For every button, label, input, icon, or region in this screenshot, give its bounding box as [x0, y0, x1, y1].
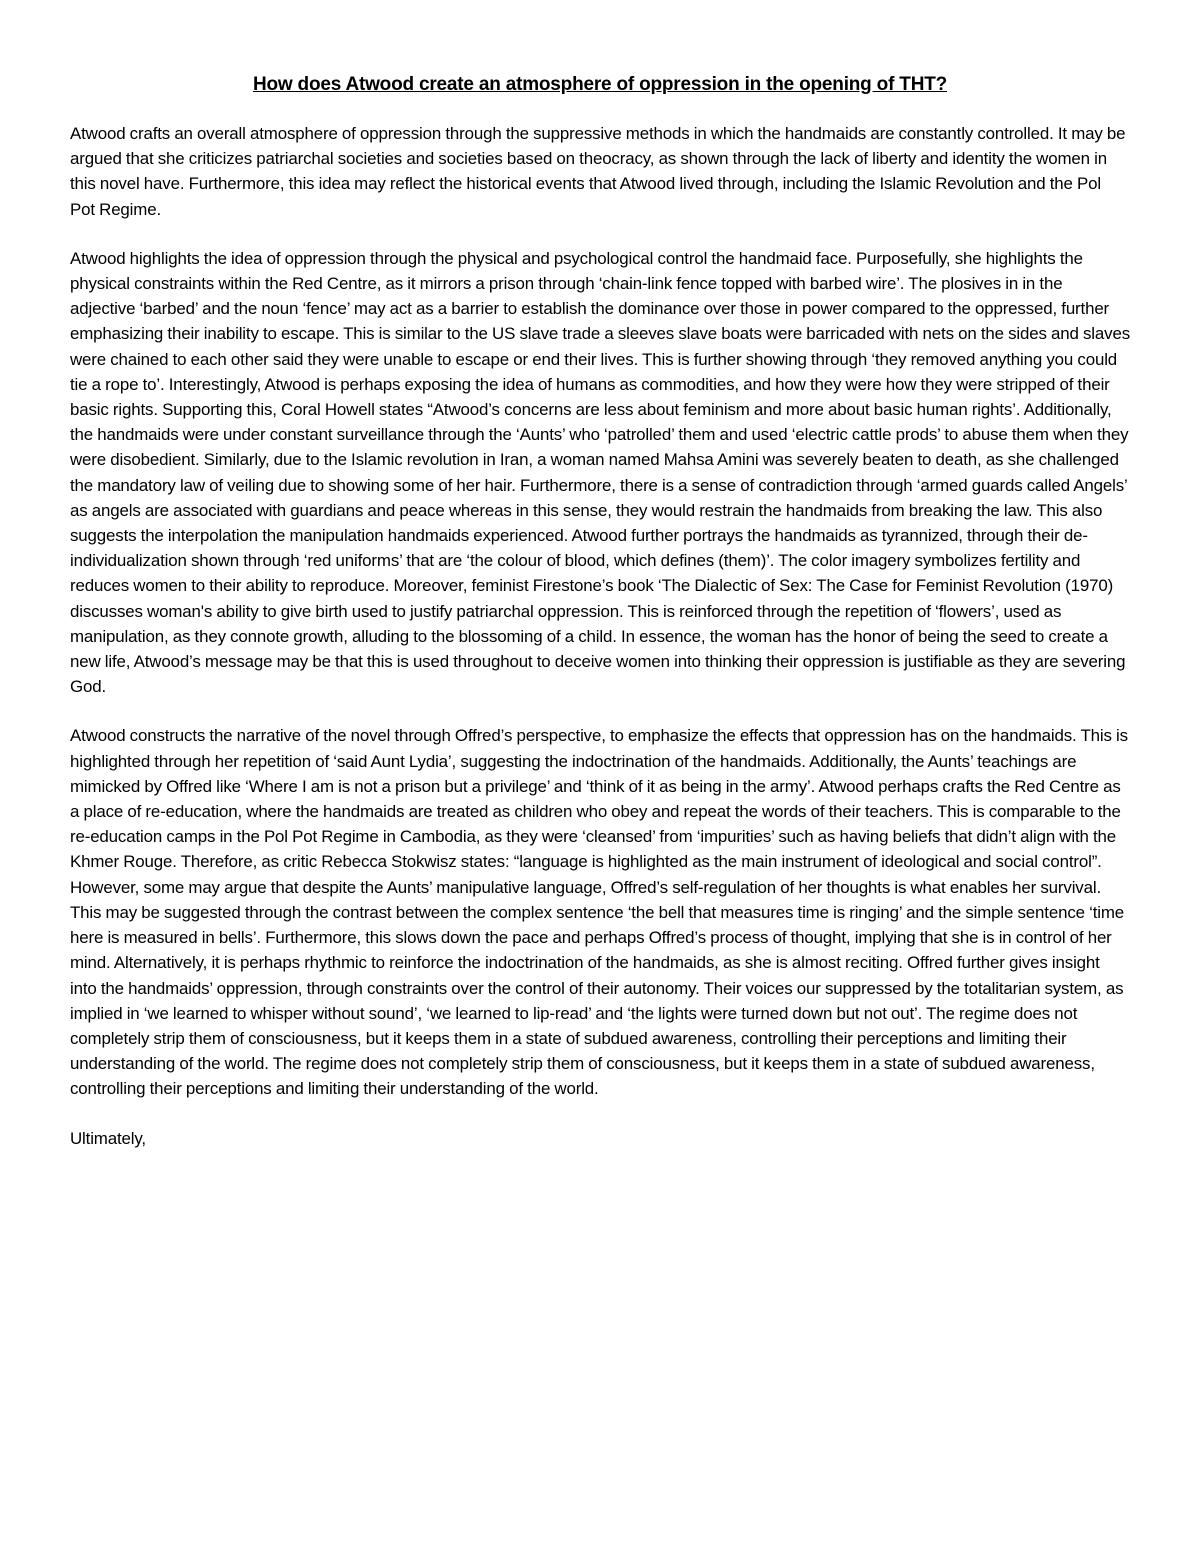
paragraph-offred-perspective: Atwood constructs the narrative of the novel through Offred’s perspective, to emphasize the effects that oppression has on the handmaids. This is highlighted through her repetition of ‘said Aunt Lydia’, suggesting the indoctrination of the handmaids. Additionally, the Aunts’ teachings are mimicked by Offred like ‘Where I am is not a prison but a privilege’ and ‘think of it as being in the army’. Atwood perhaps crafts the Red Centre as a place of re-education, where the handmaids are treated as children who obey and repeat the words of their teachers. This is comparable to the re-education camps in the Pol Pot Regime in Cambodia, as they were ‘cleansed’ from ‘impurities’ such as having beliefs that didn’t align with the Khmer Rouge. Therefore, as critic Rebecca Stokwisz states: “language is highlighted as the main instrument of ideological and social control”. However, some may argue that despite the Aunts’ manipulative language, Offred’s self-regulation of her thoughts is what enables her survival. This may be suggested through the contrast between the complex sentence ‘the bell that measures time is ringing’ and the simple sentence ‘time here is measured in bells’. Furthermore, this slows down the pace and perhaps Offred’s process of thought, implying that she is in control of her mind. Alternatively, it is perhaps rhythmic to reinforce the indoctrination of the handmaids, as she is almost reciting. Offred further gives insight into the handmaids’ oppression, through constraints over the control of their autonomy. Their voices our suppressed by the totalitarian system, as implied in ‘we learned to whisper without sound’, ‘we learned to lip-read’ and ‘the lights were turned down but not out’. The regime does not completely strip them of consciousness, but it keeps them in a state of subdued awareness, controlling their perceptions and limiting their understanding of the world. The regime does not completely strip them of consciousness, but it keeps them in a state of subdued awareness, controlling their perceptions and limiting their understanding of the world. — [70, 726, 1128, 1099]
paragraph-introduction: Atwood crafts an overall atmosphere of oppression through the suppressive methods in which the handmaids are constantly controlled. It may be argued that she criticizes patriarchal societies and societies based on theocracy, as shown through the lack of liberty and identity the women in this novel have. Furthermore, this idea may reflect the historical events that Atwood lived through, including the Islamic Revolution and the Pol Pot Regime. — [70, 124, 1126, 219]
paragraph-physical-psychological-control: Atwood highlights the idea of oppression through the physical and psychological control the handmaid face. Purposefully, she highlights the physical constraints within the Red Centre, as it mirrors a prison through ‘chain-link fence topped with barbed wire’. The plosives in in the adjective ‘barbed’ and the noun ‘fence’ may act as a barrier to establish the dominance over those in power compared to the oppressed, further emphasizing their inability to escape. This is similar to the US slave trade a sleeves slave boats were barricaded with nets on the sides and slaves were chained to each other said they were unable to escape or end their lives. This is further showing through ‘they removed anything you could tie a rope to’. Interestingly, Atwood is perhaps exposing the idea of humans as commodities, and how they were how they were stripped of their basic rights. Supporting this, Coral Howell states “Atwood’s concerns are less about feminism and more about basic human rights’. Additionally, the handmaids were under constant surveillance through the ‘Aunts’ who ‘patrolled’ them and used ‘electric cattle prods’ to abuse them when they were disobedient. Similarly, due to the Islamic revolution in Iran, a woman named Mahsa Amini was severely beaten to death, as she challenged the mandatory law of veiling due to showing some of her hair. Furthermore, there is a sense of contradiction through ‘armed guards called Angels’ as angels are associated with guardians and peace whereas in this sense, they would restrain the handmaids from breaking the law. This also suggests the interpolation the manipulation handmaids experienced. Atwood further portrays the handmaids as tyrannized, through their de-individualization shown through ‘red uniforms’ that are ‘the colour of blood, which defines (them)’. The color imagery symbolizes fertility and reduces women to their ability to reproduce. Moreover, feminist Firestone’s book ‘The Dialectic of Sex: The Case for Feminist Revolution (1970) discusses woman's ability to give birth used to justify patriarchal oppression. This is reinforced through the repetition of ‘flowers’, used as manipulation, as they connote growth, alluding to the blossoming of a child. In essence, the woman has the honor of being the seed to create a new life, Atwood’s message may be that this is used throughout to deceive women into thinking their oppression is justifiable as they are severing God. — [70, 248, 1130, 697]
document-title: How does Atwood create an atmosphere of oppression in the opening of THT? — [252, 74, 948, 95]
paragraph-conclusion: Ultimately, — [70, 1128, 146, 1148]
